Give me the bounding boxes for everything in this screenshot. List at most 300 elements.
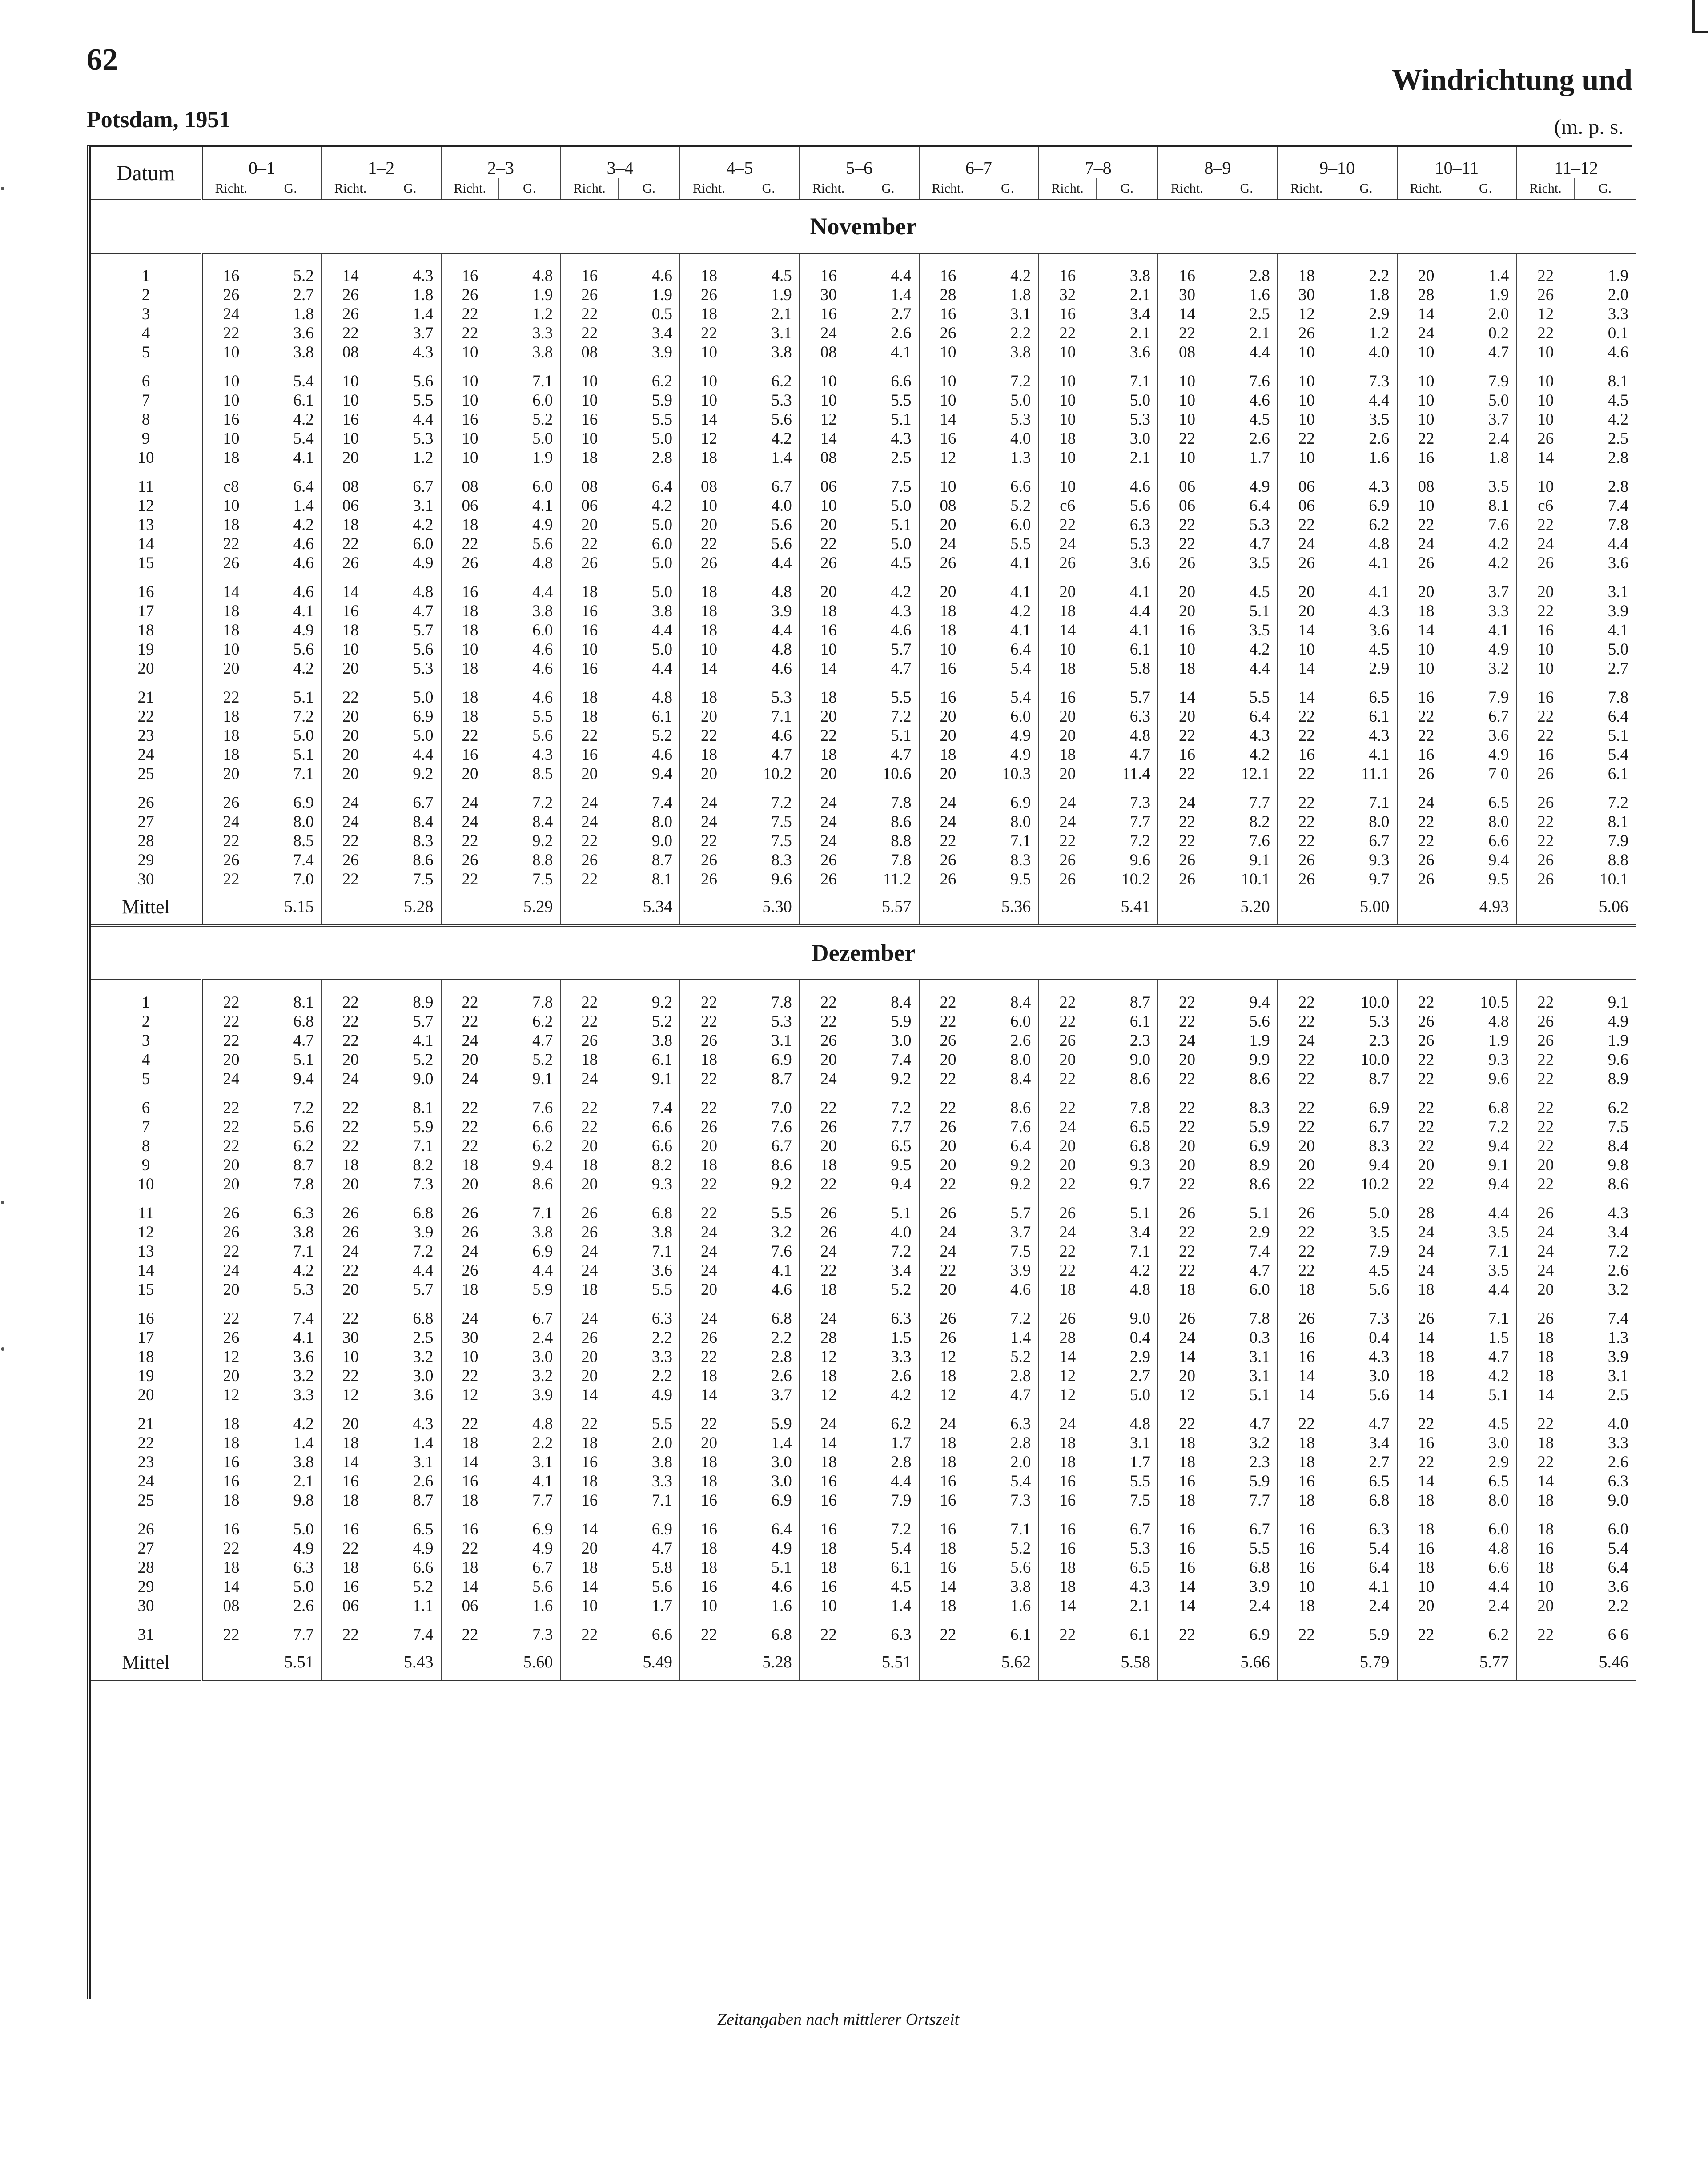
speed-values: 5.9 bbox=[1335, 1615, 1397, 1644]
richt-header: Richt. bbox=[1516, 178, 1574, 200]
direction-values: 16 18 18 16 10 bbox=[820, 1520, 837, 1615]
direction-values: 24 26 20 20 14 bbox=[581, 1309, 598, 1404]
speed-values: 6.0 4.8 6.6 4.4 2.4 bbox=[1455, 1510, 1517, 1615]
mittel-value: 5.51 bbox=[260, 1644, 322, 1681]
direction-values: 24 22 22 26 26 bbox=[1418, 794, 1435, 888]
mittel-value: 5.60 bbox=[499, 1644, 561, 1681]
speed-values: 6.8 3.8 7.1 3.6 5.5 bbox=[618, 1194, 680, 1299]
direction-values: 16 30 14 22 08 bbox=[1179, 267, 1195, 362]
direction-values: 24 28 12 18 12 bbox=[820, 1309, 837, 1404]
richt-header: Richt. bbox=[800, 178, 857, 200]
direction-values: 26 24 22 22 18 bbox=[1059, 1204, 1076, 1299]
day-numbers: 1 2 3 4 5 bbox=[91, 253, 202, 362]
direction-values: 22 22 22 20 22 bbox=[1537, 1099, 1554, 1193]
direction-values: 10 c6 22 24 26 bbox=[1059, 478, 1076, 572]
datum-header: Datum bbox=[91, 147, 202, 200]
direction-values: 10 10 10 22 10 bbox=[1298, 372, 1315, 467]
speed-values: 6.2 7.5 8.4 9.8 8.6 bbox=[1574, 1089, 1636, 1194]
direction-values: 16 22 18 14 08 bbox=[223, 1520, 240, 1615]
speed-values: 7.2 5.4 6.1 4.5 1.4 bbox=[857, 1510, 919, 1615]
speed-values: 6.5 6.1 4.3 4.1 11.1 bbox=[1335, 678, 1397, 783]
mittel-value: 5.57 bbox=[857, 889, 919, 926]
direction-values: 18 26 18 22 10 bbox=[701, 267, 717, 362]
speed-values: 6.8 bbox=[738, 1615, 800, 1644]
g-header: G. bbox=[260, 178, 322, 200]
direction-values: 22 22 22 20 24 bbox=[342, 993, 359, 1088]
direction-values: 24 24 22 26 22 bbox=[462, 794, 478, 888]
speed-values: 4.2 1.4 3.8 2.1 9.8 bbox=[260, 1405, 322, 1510]
speed-values: 5.0 3.5 7.9 4.5 5.6 bbox=[1335, 1194, 1397, 1299]
speed-values: 6.7 5.5 6.8 3.9 2.4 bbox=[1216, 1510, 1278, 1615]
mittel-value: 4.93 bbox=[1455, 889, 1517, 926]
direction-values: 22 22 24 20 22 bbox=[1179, 993, 1195, 1088]
mittel-direction-blank bbox=[1516, 1644, 1574, 1681]
g-header: G. bbox=[1096, 178, 1158, 200]
speed-values: 4.8 6.1 5.2 4.6 9.4 bbox=[618, 678, 680, 783]
direction-values: 20 18 14 10 18 bbox=[1059, 583, 1076, 678]
mittel-value: 5.58 bbox=[1096, 1644, 1158, 1681]
direction-values: 16 18 18 10 18 bbox=[462, 583, 478, 678]
speed-values: 1.4 1.9 2.0 0.2 4.7 bbox=[1455, 253, 1517, 362]
speed-values: 4.8 4.7 5.7 5.6 5.3 bbox=[379, 573, 441, 678]
direction-values: 22 26 26 22 22 bbox=[1537, 993, 1554, 1088]
speed-values: 4.1 4.4 4.1 6.1 5.8 bbox=[1096, 573, 1158, 678]
mittel-direction-blank bbox=[800, 889, 857, 926]
speed-values: 5.4 6.1 4.2 5.4 4.1 bbox=[260, 362, 322, 467]
speed-values: 4.3 3.4 7.2 2.6 3.2 bbox=[1574, 1194, 1636, 1299]
speed-values: 7.3 4.4 3.5 2.6 1.6 bbox=[1335, 362, 1397, 467]
speed-values: 7.0 7.6 6.7 8.6 9.2 bbox=[738, 1089, 800, 1194]
station-year: Potsdam, 1951 bbox=[87, 107, 231, 133]
speed-values: 4.6 1.9 0.5 3.4 3.9 bbox=[618, 253, 680, 362]
richt-header: Richt. bbox=[202, 178, 260, 200]
speed-values: 6.9 8.0 8.5 7.4 7.0 bbox=[260, 783, 322, 889]
g-header: G. bbox=[499, 178, 561, 200]
direction-values: 18 20 22 18 20 bbox=[820, 688, 837, 783]
mittel-direction-blank bbox=[322, 889, 379, 926]
mittel-direction-blank bbox=[441, 889, 499, 926]
direction-values: 22 22 22 20 20 bbox=[223, 1099, 240, 1193]
hour-header: 11–12 bbox=[1516, 147, 1636, 178]
day-numbers: 21 22 23 24 25 bbox=[91, 1405, 202, 1510]
speed-values: 8.1 6.8 4.7 5.1 9.4 bbox=[260, 980, 322, 1089]
direction-values: 16 18 18 16 10 bbox=[701, 1520, 717, 1615]
direction-values: 22 bbox=[1179, 1626, 1195, 1644]
direction-values: 22 bbox=[1298, 1626, 1315, 1644]
direction-values: 24 24 24 26 26 bbox=[820, 794, 837, 888]
speed-values: 6.3 bbox=[857, 1615, 919, 1644]
direction-values: 20 22 16 10 10 bbox=[1537, 583, 1554, 678]
speed-values: 4.5 1.9 2.1 3.1 3.8 bbox=[738, 253, 800, 362]
speed-values: 4.8 3.9 4.4 4.8 4.6 bbox=[738, 573, 800, 678]
direction-values: 24 24 22 26 26 bbox=[701, 794, 717, 888]
speed-values: 6.1 bbox=[977, 1615, 1039, 1644]
day-numbers: 1 2 3 4 5 bbox=[91, 980, 202, 1089]
speed-values: 2.8 7.4 7.8 4.4 3.6 bbox=[1574, 467, 1636, 573]
speed-values: 4.3 1.4 3.1 2.6 8.7 bbox=[379, 1405, 441, 1510]
direction-values: 24 24 22 26 26 bbox=[1059, 794, 1076, 888]
speed-values: 6.3 2.2 3.3 2.2 4.9 bbox=[618, 1299, 680, 1405]
direction-values: 14 20 18 14 10 bbox=[581, 1520, 598, 1615]
direction-values: 06 06 22 24 26 bbox=[1298, 478, 1315, 572]
speed-values: 5.7 3.7 7.5 3.9 4.6 bbox=[977, 1194, 1039, 1299]
mittel-direction-blank bbox=[800, 1644, 857, 1681]
speed-values: 4.1 4.2 4.1 6.4 5.4 bbox=[977, 573, 1039, 678]
mittel-direction-blank bbox=[1038, 889, 1096, 926]
direction-values: 10 08 20 24 26 bbox=[940, 478, 956, 572]
speed-values: 7.1 8.0 6.7 9.3 9.7 bbox=[1335, 783, 1397, 889]
richt-header: Richt. bbox=[1038, 178, 1096, 200]
speed-values: 6.6 5.5 5.1 4.3 2.5 bbox=[857, 362, 919, 467]
speed-values: 4.5 5.1 3.5 4.2 4.4 bbox=[1216, 573, 1278, 678]
speed-values: 3.7 3.3 4.1 4.9 3.2 bbox=[1455, 573, 1517, 678]
direction-values: 16 26 22 22 10 bbox=[462, 267, 478, 362]
mittel-direction-blank bbox=[202, 889, 260, 926]
direction-values: 16 20 20 18 20 bbox=[940, 688, 956, 783]
speed-values: 7.8 6.5 6.8 9.3 9.7 bbox=[1096, 1089, 1158, 1194]
speed-values: 6.1 bbox=[1096, 1615, 1158, 1644]
direction-values: 16 32 16 22 10 bbox=[1059, 267, 1076, 362]
speed-values: 5.3 7.1 4.6 4.7 10.2 bbox=[738, 678, 800, 783]
speed-values: 7.9 6.7 3.6 4.9 7 0 bbox=[1455, 678, 1517, 783]
direction-values: 20 18 16 10 14 bbox=[820, 583, 837, 678]
direction-values: 22 22 22 18 20 bbox=[342, 1099, 359, 1193]
g-header: G. bbox=[738, 178, 800, 200]
mittel-value: 5.49 bbox=[618, 1644, 680, 1681]
direction-values: 22 bbox=[940, 1626, 956, 1644]
speed-values: 5.1 3.4 7.1 4.2 4.8 bbox=[1096, 1194, 1158, 1299]
speed-values: 6.2 bbox=[1455, 1615, 1517, 1644]
hour-header: 6–7 bbox=[919, 147, 1039, 178]
direction-values: 06 10 20 22 26 bbox=[820, 478, 837, 572]
direction-values: 22 22 24 20 24 bbox=[462, 993, 478, 1088]
direction-values: 22 22 20 20 22 bbox=[1298, 1099, 1315, 1193]
mittel-direction-blank bbox=[1397, 889, 1455, 926]
speed-values: 7.5 5.0 5.1 5.0 4.5 bbox=[857, 467, 919, 573]
speed-values: 4.3 6.9 6.2 4.8 4.1 bbox=[1335, 467, 1397, 573]
mittel-value: 5.28 bbox=[738, 1644, 800, 1681]
speed-values: 6.9 4.7 5.8 5.6 1.7 bbox=[618, 1510, 680, 1615]
speed-values: 6.8 2.5 3.2 3.0 3.6 bbox=[379, 1299, 441, 1405]
mittel-value: 5.66 bbox=[1216, 1644, 1278, 1681]
mittel-label: Mittel bbox=[91, 1644, 202, 1681]
speed-values: 6.0 4.1 4.9 5.6 4.8 bbox=[499, 467, 561, 573]
speed-values: 8.4 6.0 2.6 8.0 8.4 bbox=[977, 980, 1039, 1089]
direction-values: 16 26 22 22 08 bbox=[581, 267, 598, 362]
direction-values: 22 18 18 16 18 bbox=[1179, 1415, 1195, 1510]
direction-values: 26 26 22 24 20 bbox=[223, 1204, 240, 1299]
unit-label: (m. p. s. bbox=[1554, 115, 1624, 139]
speed-values: 7.4 bbox=[379, 1615, 441, 1644]
direction-values: 22 26 26 22 22 bbox=[1418, 993, 1435, 1088]
direction-values: 22 bbox=[1059, 1626, 1076, 1644]
speed-values: 7.4 1.3 3.9 3.1 2.5 bbox=[1574, 1299, 1636, 1405]
speed-values: 7.1 6.0 5.2 5.0 1.9 bbox=[499, 362, 561, 467]
speed-values: 6.6 5.2 6.0 5.5 4.1 bbox=[977, 467, 1039, 573]
direction-values: 26 24 14 20 12 bbox=[1179, 1309, 1195, 1404]
speed-values: 6.2 5.9 5.5 5.0 2.8 bbox=[618, 362, 680, 467]
hour-header: 2–3 bbox=[441, 147, 561, 178]
day-numbers: 21 22 23 24 25 bbox=[91, 678, 202, 783]
direction-values: 10 10 10 18 10 bbox=[1059, 372, 1076, 467]
direction-values: 10 10 10 22 10 bbox=[1179, 372, 1195, 467]
direction-values: 28 24 24 24 18 bbox=[1418, 1204, 1435, 1299]
speed-values: 3.8 2.1 3.4 2.1 3.6 bbox=[1096, 253, 1158, 362]
speed-values: 6.9 8.0 7.1 8.3 9.5 bbox=[977, 783, 1039, 889]
speed-values: 9.0 0.4 2.9 2.7 5.0 bbox=[1096, 1299, 1158, 1405]
speed-values: 7.4 8.0 9.0 8.7 8.1 bbox=[618, 783, 680, 889]
direction-values: 14 26 26 22 08 bbox=[342, 267, 359, 362]
direction-values: 22 20 20 20 20 bbox=[342, 688, 359, 783]
direction-values: 22 18 16 18 16 bbox=[581, 1415, 598, 1510]
mittel-value: 5.34 bbox=[618, 889, 680, 926]
direction-values: 22 bbox=[1418, 1626, 1435, 1644]
hour-header: 4–5 bbox=[680, 147, 800, 178]
speed-values: 5.5 3.2 7.6 4.1 4.6 bbox=[738, 1194, 800, 1299]
mittel-direction-blank bbox=[919, 1644, 977, 1681]
speed-values: 4.6 4.1 4.9 5.6 4.2 bbox=[260, 573, 322, 678]
direction-values: 26 16 16 14 14 bbox=[1298, 1309, 1315, 1404]
page-corner-mark bbox=[1692, 0, 1708, 33]
mittel-value: 5.43 bbox=[379, 1644, 441, 1681]
mittel-value: 5.79 bbox=[1335, 1644, 1397, 1681]
richt-header: Richt. bbox=[1397, 178, 1455, 200]
g-header: G. bbox=[379, 178, 441, 200]
speed-values: 7.8 6.4 5.1 5.4 6.1 bbox=[1574, 678, 1636, 783]
direction-values: 22 22 26 20 24 bbox=[820, 993, 837, 1088]
hour-header: 5–6 bbox=[800, 147, 919, 178]
speed-values: 6.5 8.0 6.6 9.4 9.5 bbox=[1455, 783, 1517, 889]
direction-values: 22 26 12 20 12 bbox=[223, 1309, 240, 1404]
mittel-value: 5.28 bbox=[379, 889, 441, 926]
speed-values: 6.0 5.4 6.4 3.6 2.2 bbox=[1574, 1510, 1636, 1615]
richt-header: Richt. bbox=[441, 178, 499, 200]
speed-values: 7.2 5.0 5.3 4.0 1.3 bbox=[977, 362, 1039, 467]
speed-values: 6.7 5.3 6.5 4.3 2.1 bbox=[1096, 1510, 1158, 1615]
speed-values: 5.0 3.8 4.4 5.0 4.4 bbox=[618, 573, 680, 678]
mittel-direction-blank bbox=[560, 889, 618, 926]
speed-values: 8.7 6.1 2.3 9.0 8.6 bbox=[1096, 980, 1158, 1089]
speed-values: 6.9 bbox=[1216, 1615, 1278, 1644]
direction-values: 14 18 18 10 20 bbox=[223, 583, 240, 678]
direction-values: 18 18 18 10 14 bbox=[701, 583, 717, 678]
direction-values: 26 24 22 26 22 bbox=[223, 794, 240, 888]
direction-values: 10 10 14 12 18 bbox=[701, 372, 717, 467]
direction-values: 22 bbox=[581, 1626, 598, 1644]
direction-values: 10 c6 22 24 26 bbox=[1537, 478, 1554, 572]
direction-values: 22 24 20 20 22 bbox=[1059, 1099, 1076, 1193]
speed-values: 5.7 6.3 4.8 4.7 11.4 bbox=[1096, 678, 1158, 783]
direction-values: 26 22 22 26 26 bbox=[1537, 794, 1554, 888]
direction-values: 18 18 22 16 20 bbox=[462, 688, 478, 783]
direction-values: 22 22 20 20 22 bbox=[1179, 1099, 1195, 1193]
speed-values: 7.2 8.4 9.2 8.8 7.5 bbox=[499, 783, 561, 889]
speed-values: 5.6 5.5 4.4 5.3 1.2 bbox=[379, 362, 441, 467]
direction-values: 22 22 26 18 24 bbox=[581, 993, 598, 1088]
speed-values: 8.3 5.9 6.9 8.9 8.6 bbox=[1216, 1089, 1278, 1194]
speed-values: 4.7 3.2 2.3 5.9 7.7 bbox=[1216, 1405, 1278, 1510]
speed-values: 7.4 4.1 3.6 3.2 3.3 bbox=[260, 1299, 322, 1405]
speed-values: 5.1 7.2 5.0 5.1 7.1 bbox=[260, 678, 322, 783]
direction-values: 22 18 22 14 18 bbox=[1537, 1415, 1554, 1510]
mittel-direction-blank bbox=[560, 1644, 618, 1681]
direction-values: 22 22 26 20 22 bbox=[940, 993, 956, 1088]
direction-values: 22 26 20 18 22 bbox=[820, 1099, 837, 1193]
speed-values: 6.3 1.5 3.3 2.6 4.2 bbox=[857, 1299, 919, 1405]
mittel-value: 5.06 bbox=[1574, 889, 1636, 926]
hour-header: 7–8 bbox=[1038, 147, 1158, 178]
direction-values: 22 bbox=[342, 1626, 359, 1644]
wind-table-grid bbox=[91, 147, 1636, 1681]
speed-values: 7.4 6.6 6.6 8.2 9.3 bbox=[618, 1089, 680, 1194]
speed-values: 6 6 bbox=[1574, 1615, 1636, 1644]
mittel-label: Mittel bbox=[91, 889, 202, 926]
mittel-direction-blank bbox=[1278, 889, 1335, 926]
speed-values: 6.8 7.2 9.4 9.1 9.4 bbox=[1455, 1089, 1517, 1194]
speed-values: 7.7 8.2 7.6 9.1 10.1 bbox=[1216, 783, 1278, 889]
mittel-value: 5.77 bbox=[1455, 1644, 1517, 1681]
direction-values: 08 06 18 22 26 bbox=[342, 478, 359, 572]
speed-values: 8.6 7.6 6.4 9.2 9.2 bbox=[977, 1089, 1039, 1194]
month-title: November bbox=[91, 200, 1636, 253]
direction-values: 22 bbox=[223, 1626, 240, 1644]
direction-values: 20 18 14 10 10 bbox=[1418, 583, 1435, 678]
day-numbers: 11 12 13 14 15 bbox=[91, 467, 202, 573]
direction-values: 22 bbox=[1537, 1626, 1554, 1644]
direction-values: 22 22 22 20 22 bbox=[1418, 1099, 1435, 1193]
speed-values: 4.5 3.0 2.9 6.5 8.0 bbox=[1455, 1405, 1517, 1510]
direction-values: 26 24 24 22 20 bbox=[940, 1204, 956, 1299]
speed-values: 6.8 2.2 2.8 2.6 3.7 bbox=[738, 1299, 800, 1405]
direction-values: 14 22 22 16 22 bbox=[1298, 688, 1315, 783]
direction-values: 22 18 18 16 18 bbox=[1298, 1415, 1315, 1510]
direction-values: 10 10 10 22 16 bbox=[1418, 372, 1435, 467]
mittel-value: 5.15 bbox=[260, 889, 322, 926]
direction-values: 20 20 16 10 18 bbox=[1179, 583, 1195, 678]
speed-values: 9.4 5.6 1.9 9.9 8.6 bbox=[1216, 980, 1278, 1089]
direction-values: 26 24 24 24 20 bbox=[1537, 1204, 1554, 1299]
margin-dot bbox=[1, 1201, 4, 1204]
speed-values: 7.2 1.4 5.2 2.8 4.7 bbox=[977, 1299, 1039, 1405]
speed-values: 6.7 2.4 3.0 3.2 3.9 bbox=[499, 1299, 561, 1405]
mittel-direction-blank bbox=[680, 1644, 738, 1681]
speed-values: 4.4 3.8 6.0 4.6 4.6 bbox=[499, 573, 561, 678]
direction-values: 10 10 16 10 18 bbox=[223, 372, 240, 467]
direction-values: 22 22 26 20 22 bbox=[1059, 993, 1076, 1088]
direction-values: 24 14 18 16 16 bbox=[820, 1415, 837, 1510]
direction-values: 08 10 22 24 26 bbox=[1418, 478, 1435, 572]
richt-header: Richt. bbox=[560, 178, 618, 200]
mittel-direction-blank bbox=[1038, 1644, 1096, 1681]
direction-values: 26 26 24 26 18 bbox=[462, 1204, 478, 1299]
direction-values: 16 16 16 14 14 bbox=[1179, 1520, 1195, 1615]
speed-values: 6.2 1.7 2.8 4.4 7.9 bbox=[857, 1405, 919, 1510]
direction-values: 22 22 22 20 24 bbox=[223, 993, 240, 1088]
speed-values: 7.1 3.8 6.9 4.4 5.9 bbox=[499, 1194, 561, 1299]
direction-values: 24 30 10 22 12 bbox=[462, 1309, 478, 1404]
hour-header: 0–1 bbox=[202, 147, 322, 178]
speed-values: 8.1 4.5 4.2 2.5 2.8 bbox=[1574, 362, 1636, 467]
direction-values: 14 16 18 10 20 bbox=[342, 583, 359, 678]
month-title: Dezember bbox=[91, 926, 1636, 980]
speed-values: 5.4 6.0 4.9 4.9 10.3 bbox=[977, 678, 1039, 783]
wind-table bbox=[87, 145, 1632, 1999]
direction-values: 10 10 16 10 20 bbox=[342, 372, 359, 467]
speed-values: 6.9 4.9 6.7 5.6 1.6 bbox=[499, 1510, 561, 1615]
speed-values: 5.0 6.9 5.0 4.4 9.2 bbox=[379, 678, 441, 783]
direction-values: 14 20 22 16 22 bbox=[1179, 688, 1195, 783]
speed-values: 10.5 4.8 1.9 9.3 9.6 bbox=[1455, 980, 1517, 1089]
day-numbers: 26 27 28 29 30 bbox=[91, 783, 202, 889]
speed-values: 6.9 6.7 8.3 9.4 10.2 bbox=[1335, 1089, 1397, 1194]
direction-values: 16 18 16 14 18 bbox=[940, 1520, 956, 1615]
richt-header: Richt. bbox=[1158, 178, 1216, 200]
mittel-direction-blank bbox=[919, 889, 977, 926]
speed-values: 2.2 1.8 2.9 1.2 4.0 bbox=[1335, 253, 1397, 362]
direction-values: 22 bbox=[701, 1626, 717, 1644]
speed-values: 6.7 4.0 5.6 5.6 4.4 bbox=[738, 467, 800, 573]
hour-header: 1–2 bbox=[322, 147, 441, 178]
speed-values: 6.4 4.2 5.0 6.0 5.0 bbox=[618, 467, 680, 573]
direction-values: 10 10 12 14 08 bbox=[820, 372, 837, 467]
mittel-value: 5.36 bbox=[977, 889, 1039, 926]
mittel-value: 5.29 bbox=[499, 889, 561, 926]
speed-values: 4.8 1.9 1.2 3.3 3.8 bbox=[499, 253, 561, 362]
mittel-direction-blank bbox=[1158, 889, 1216, 926]
direction-values: 22 24 24 24 20 bbox=[701, 1204, 717, 1299]
speed-values: 6.7 8.4 8.3 8.6 7.5 bbox=[379, 783, 441, 889]
speed-values: 3.5 8.1 7.6 4.2 4.2 bbox=[1455, 467, 1517, 573]
speed-values: 5.5 2.0 3.8 3.3 7.1 bbox=[618, 1405, 680, 1510]
g-header: G. bbox=[1574, 178, 1636, 200]
speed-values: 3.1 3.9 4.1 5.0 2.7 bbox=[1574, 573, 1636, 678]
speed-values: 4.2 4.3 4.6 5.7 4.7 bbox=[857, 573, 919, 678]
speed-values: 7.3 bbox=[499, 1615, 561, 1644]
speed-values: 10.0 5.3 2.3 10.0 8.7 bbox=[1335, 980, 1397, 1089]
direction-values: 22 26 12 22 10 bbox=[1537, 267, 1554, 362]
speed-values: 4.9 6.4 5.3 4.7 3.5 bbox=[1216, 467, 1278, 573]
speed-values: 4.3 1.8 1.4 3.7 4.3 bbox=[379, 253, 441, 362]
speed-values: 4.1 4.3 3.6 4.5 2.9 bbox=[1335, 573, 1397, 678]
direction-values: 16 22 22 16 26 bbox=[1418, 688, 1435, 783]
mittel-direction-blank bbox=[1158, 1644, 1216, 1681]
direction-values: 26 26 12 18 12 bbox=[940, 1309, 956, 1404]
mittel-value: 5.46 bbox=[1574, 1644, 1636, 1681]
speed-values: 7.3 7.7 7.2 9.6 10.2 bbox=[1096, 783, 1158, 889]
g-header: G. bbox=[618, 178, 680, 200]
richt-header: Richt. bbox=[322, 178, 379, 200]
speed-values: 7.6 4.6 4.5 2.6 1.7 bbox=[1216, 362, 1278, 467]
speed-values: 7.8 6.2 4.7 5.2 9.1 bbox=[499, 980, 561, 1089]
speed-values: 9.2 5.2 3.8 6.1 9.1 bbox=[618, 980, 680, 1089]
direction-values: 22 22 26 18 22 bbox=[701, 993, 717, 1088]
direction-values: 24 24 22 26 26 bbox=[940, 794, 956, 888]
day-numbers: 16 17 18 19 20 bbox=[91, 1299, 202, 1405]
speed-values: 5.0 4.9 6.3 5.0 2.6 bbox=[260, 1510, 322, 1615]
direction-values: 26 18 18 18 14 bbox=[1537, 1309, 1554, 1404]
direction-values: 18 20 22 18 20 bbox=[701, 688, 717, 783]
speed-values: 4.6 5.5 5.6 4.3 8.5 bbox=[499, 678, 561, 783]
hour-header: 10–11 bbox=[1397, 147, 1517, 178]
g-header: G. bbox=[857, 178, 919, 200]
speed-values: 7.7 bbox=[260, 1615, 322, 1644]
direction-values: 24 18 18 16 16 bbox=[1059, 1415, 1076, 1510]
direction-values: 20 28 14 24 10 bbox=[1418, 267, 1435, 362]
speed-values: 8.4 5.9 3.0 7.4 9.2 bbox=[857, 980, 919, 1089]
mittel-value: 5.41 bbox=[1096, 889, 1158, 926]
direction-values: 24 24 22 26 22 bbox=[342, 794, 359, 888]
speed-values: 7.3 0.4 4.3 3.0 5.6 bbox=[1335, 1299, 1397, 1405]
